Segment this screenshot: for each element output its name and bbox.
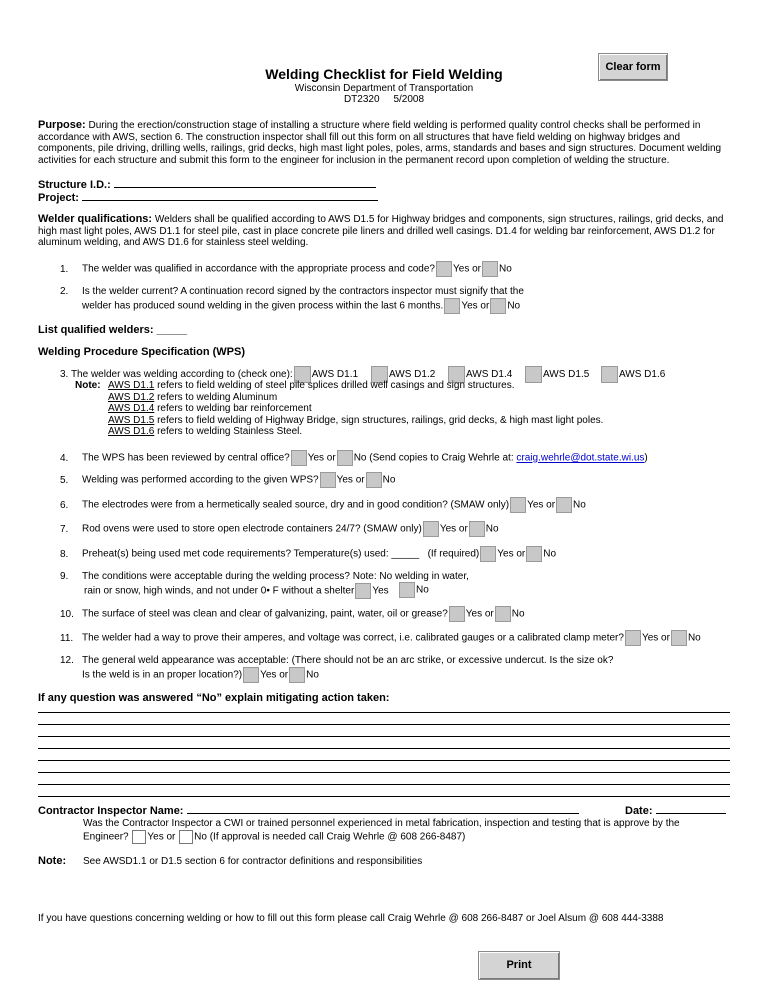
project-field: [38, 192, 378, 205]
mitigation-line[interactable]: [38, 736, 730, 737]
question-text: The surface of steel was clean and clear of galvanizing, paint, water, oil or grease?: [82, 608, 448, 620]
question-text-cont: welder has produced sound welding in the given process within the last 6 months.: [82, 300, 444, 312]
inspector-name-field: [38, 805, 579, 818]
question-number: 6.: [60, 499, 69, 511]
mitigation-line[interactable]: [38, 760, 730, 761]
email-link[interactable]: craig.wehrle@dot.state.wi.us: [516, 452, 645, 464]
question-2: [60, 286, 524, 314]
inspector-name-label: Contractor Inspector Name:: [38, 805, 184, 817]
list-qualified-welders: List qualified welders: _____: [38, 324, 188, 336]
mitigation-line[interactable]: [38, 712, 730, 713]
welder-qualifications-label: Welder qualifications:: [38, 213, 153, 225]
question-12: 12. The general weld appearance was acceptable: (There should not be an arc strike, or excessive undercut. Is the size ok? Is the weld is in an proper location?) Yes or No: [60, 655, 613, 683]
note-code: AWS D1.5: [108, 414, 155, 426]
question-5: [60, 472, 395, 488]
yes-label: Yes: [260, 669, 277, 681]
note-code: AWS D1.2: [108, 391, 155, 403]
question-number: 5.: [60, 474, 69, 486]
question-number: 10.: [60, 608, 74, 620]
yes-label: Yes or: [307, 452, 336, 464]
no-checkbox[interactable]: [556, 497, 572, 513]
print-button[interactable]: Print: [478, 951, 560, 980]
yes-checkbox[interactable]: [436, 261, 452, 277]
no-label: No: [306, 669, 319, 681]
question-4: [60, 450, 648, 466]
no-checkbox[interactable]: [337, 450, 353, 466]
mitigation-line[interactable]: [38, 772, 730, 773]
no-checkbox[interactable]: [482, 261, 498, 277]
form-number: [0, 94, 768, 106]
yes-label: Yes or: [453, 263, 481, 275]
yes-checkbox[interactable]: [320, 472, 336, 488]
no-checkbox[interactable]: [469, 521, 485, 537]
question-number: 8.: [60, 548, 69, 560]
option-label: AWS D1.6: [619, 369, 666, 381]
purpose-paragraph: [38, 119, 730, 166]
clear-form-button[interactable]: Clear form: [598, 53, 668, 81]
no-label: No: [353, 452, 367, 464]
page-title: Welding Checklist for Field Welding: [265, 66, 503, 82]
question-text: Welding was performed according to the given WPS?: [82, 474, 319, 486]
yes-label: Yes or: [147, 831, 176, 843]
close-paren: ): [644, 452, 648, 464]
no-label: No: [485, 523, 499, 535]
option-label: AWS D1.2: [389, 369, 436, 381]
note-text: refers to welding Aluminum: [157, 391, 278, 403]
mitigation-line[interactable]: [38, 724, 730, 725]
question-text: The WPS has been reviewed by central office?: [82, 452, 290, 464]
mitigation-heading: If any question was answered “No” explain mitigating action taken:: [38, 692, 390, 704]
note-code: AWS D1.4: [108, 403, 155, 414]
mitigation-line[interactable]: [38, 796, 730, 797]
option-label: AWS D1.1: [311, 369, 359, 381]
purpose-label: Purpose:: [38, 119, 86, 131]
cwi-question-text: Was the Contractor Inspector a CWI or trained personnel experienced in metal fabrication, inspection and testing that is approve by the: [83, 818, 680, 829]
yes-label: Yes or: [527, 499, 556, 511]
question-text: Preheat(s) being used met code requirements? Temperature(s) used: _____: [82, 548, 420, 560]
form-date: 5/2008: [393, 94, 425, 105]
question-6: [60, 497, 586, 513]
question-9-no: [398, 582, 429, 598]
note-code: AWS D1.6: [108, 426, 155, 437]
question-text: Is the welder current? A continuation record signed by the contractors inspector must signify that the: [82, 286, 524, 297]
date-input[interactable]: [656, 813, 726, 814]
date-label: Date:: [625, 805, 653, 817]
no-checkbox[interactable]: [495, 606, 511, 622]
question-text: The conditions were acceptable during the welding process? Note: No welding in water,: [82, 571, 469, 582]
yes-checkbox[interactable]: [480, 546, 496, 562]
contact-footer: If you have questions concerning welding or how to fill out this form please call Craig Wehrle @ 608 266-8487 or Joel Alsum @ 608 444-3388: [38, 913, 664, 924]
yes-checkbox[interactable]: [625, 630, 641, 646]
question-10: [60, 606, 525, 622]
project-label: Project:: [38, 192, 79, 204]
yes-checkbox[interactable]: [510, 497, 526, 513]
question-number: 7.: [60, 523, 69, 535]
aws-notes: [108, 380, 603, 438]
question-number: 12.: [60, 655, 74, 666]
note-text: refers to field welding of steel pile splices drilled well casings and sign structures.: [157, 380, 515, 391]
question-7: [60, 521, 499, 537]
yes-checkbox[interactable]: [444, 298, 460, 314]
no-label: No: [416, 584, 429, 596]
cwi-question: [83, 818, 680, 844]
no-checkbox[interactable]: [289, 667, 305, 683]
structure-id-label: Structure I.D.:: [38, 179, 111, 191]
no-checkbox[interactable]: [399, 582, 415, 598]
question-8: [60, 546, 556, 562]
cwi-question-tail: (If approval is needed call Craig Wehrle @ 608 266-8487): [209, 831, 466, 843]
agency-name: Wisconsin Department of Transportation: [294, 83, 474, 94]
yes-checkbox[interactable]: [423, 521, 439, 537]
no-checkbox[interactable]: [179, 830, 193, 844]
yes-label: Yes or: [336, 474, 365, 486]
no-checkbox[interactable]: [526, 546, 542, 562]
no-label: No: [687, 632, 701, 644]
footer-note-label: Note:: [38, 855, 67, 867]
no-label: No: [543, 548, 557, 560]
option-label: AWS D1.4: [466, 369, 513, 381]
aws-d16-checkbox[interactable]: [601, 366, 618, 383]
no-label: No: [507, 300, 521, 312]
no-label: No: [511, 608, 525, 620]
no-label: No: [573, 499, 586, 511]
no-checkbox[interactable]: [490, 298, 506, 314]
purpose-text: During the erection/construction stage of installing a structure where field welding is performed quality control checks shall be performed in accordance with AWS, section 6. The construction inspector shall fill out this form on all structures that have field welding on highway bridges and components, pile driving, drilling wells, railings, grid decks, high mast light poles, poles, arms, standards and bases and sign structures. Document welding activities for each structure and submit this form to the engineer for inclusion in the permanent record upon completion of welding the structure.: [38, 120, 722, 166]
no-checkbox[interactable]: [366, 472, 382, 488]
note-code: AWS D1.1: [108, 380, 155, 391]
question-number: 2.: [60, 286, 69, 297]
yes-checkbox[interactable]: [132, 830, 146, 844]
question-text: 3. The welder was welding according to (check one):: [60, 369, 293, 381]
yes-label: Yes or: [439, 523, 468, 535]
mitigation-line[interactable]: [38, 748, 730, 749]
question-number: 1.: [60, 263, 69, 275]
yes-label: Yes or: [497, 548, 526, 560]
question-number: 9.: [60, 571, 69, 582]
question-text: The welder had a way to prove their amperes, and voltage was correct, i.e. calibrated gauges or a calibrated clamp meter?: [82, 632, 624, 644]
no-label: No: [382, 474, 396, 486]
yes-checkbox[interactable]: [243, 667, 259, 683]
question-text: The general weld appearance was acceptable: (There should not be an arc strike, or excessive undercut. Is the size ok?: [82, 655, 614, 666]
welder-qualifications-text: Welders shall be qualified according to AWS D1.5 for Highway bridges and components, sign structures, railings, grid decks, and high mast light poles, AWS D1.1 for steel pile, cast in place concrete pile liners and drilled well casings. D1.4 for welding bar reinforcement, AWS D1.2 for aluminum welding, and AWS D1.6 for stainless steel welding.: [38, 214, 724, 249]
question-text: The welder was qualified in accordance with the appropriate process and code?: [82, 263, 435, 275]
question-text: Rod ovens were used to store open electrode containers 24/7? (SMAW only): [82, 523, 422, 535]
question-text-cont: Is the weld is in an proper location?): [82, 669, 243, 681]
yes-label: Yes or: [465, 608, 494, 620]
note-text: refers to welding Stainless Steel.: [157, 426, 303, 437]
footer-note-text: See AWSD1.1 or D1.5 section 6 for contractor definitions and responsibilities: [83, 856, 423, 867]
yes-checkbox[interactable]: [291, 450, 307, 466]
yes-checkbox[interactable]: [355, 583, 371, 599]
question-1: [60, 261, 512, 277]
welder-qualifications-paragraph: [38, 213, 730, 249]
no-label: No: [498, 263, 512, 275]
mitigation-line[interactable]: [38, 784, 730, 785]
no-label: No: [194, 831, 207, 843]
wps-heading: Welding Procedure Specification (WPS): [38, 346, 245, 358]
date-field: [625, 805, 726, 818]
yes-label: Yes or: [641, 632, 670, 644]
question-number: 4.: [60, 452, 69, 464]
question-number: 11.: [60, 632, 74, 644]
structure-id-field: [38, 179, 376, 192]
project-input[interactable]: [82, 200, 378, 201]
note-label: Note:: [75, 380, 101, 391]
yes-label: Yes or: [461, 300, 490, 312]
inspector-name-input[interactable]: [187, 813, 579, 814]
question-tail: (If required): [427, 548, 480, 560]
note-text: refers to field welding of Highway Bridge, sign structures, railings, grid decks, & high mast light poles.: [157, 414, 604, 426]
cwi-question-text-cont: Engineer?: [83, 831, 129, 843]
question-tail: (Send copies to Craig Wehrle at:: [369, 452, 514, 464]
yes-checkbox[interactable]: [449, 606, 465, 622]
note-text: refers to welding bar reinforcement: [157, 403, 312, 414]
question-text: The electrodes were from a hermetically sealed source, dry and in good condition? (SMAW only): [82, 499, 510, 511]
question-11: [60, 630, 701, 646]
aws-d16-option: [600, 366, 665, 383]
structure-id-input[interactable]: [114, 187, 376, 188]
option-label: AWS D1.5: [543, 369, 590, 381]
question-text-cont: rain or snow, high winds, and not under 0• F without a shelter: [84, 585, 355, 597]
no-checkbox[interactable]: [671, 630, 687, 646]
yes-label: Yes: [372, 585, 389, 597]
form-id: DT2320: [343, 94, 380, 105]
